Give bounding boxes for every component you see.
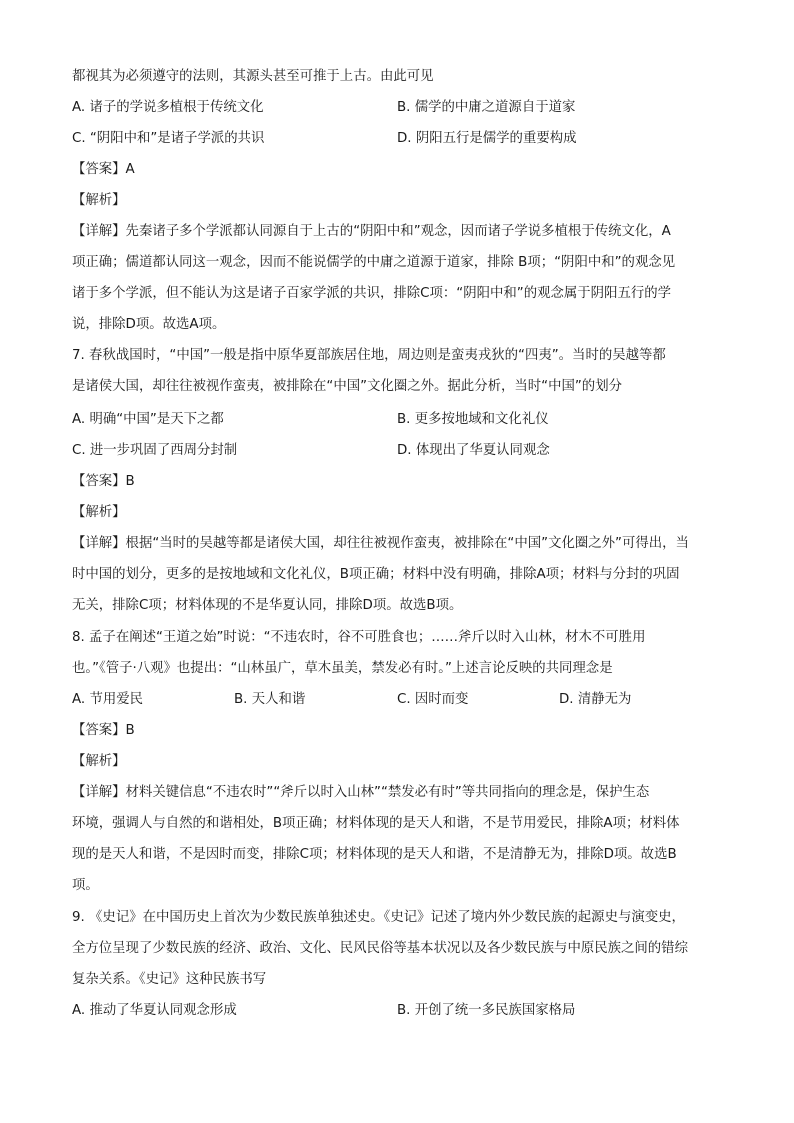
q9-option-a: A. 推动了华夏认同观念形成 bbox=[72, 1003, 237, 1018]
q6-detail-line: 项正确；儒道都认同这一观念，因而不能说儒学的中庸之道源于道家，排除 B项；“阴阳中和”的观念见 bbox=[72, 255, 676, 270]
q8-option-d: D. 清静无为 bbox=[559, 692, 632, 707]
q6-option-c: C. “阴阳中和”是诸子学派的共识 bbox=[72, 131, 265, 146]
q8-stem-line: 也。”《管子·八观》也提出：“山林虽广，草木虽美，禁发必有时。”上述言论反映的共同理念是 bbox=[72, 661, 613, 676]
q7-stem-line: 7. 春秋战国时，“中国”一般是指中原华夏部族居住地，周边则是蛮夷戎狄的“四夷”。当时的吴越等都 bbox=[72, 348, 666, 363]
q6-stem-tail: 都视其为必须遵守的法则，其源头甚至可推于上古。由此可见 bbox=[72, 69, 434, 84]
q8-stem-line: 8. 孟子在阐述“王道之始”时说：“不违农时，谷不可胜食也；……斧斤以时入山林，材木不可胜用 bbox=[72, 630, 646, 645]
q7-detail-line: 【详解】根据“当时的吴越等都是诸侯大国，却往往被视作蛮夷，被排除在“中国”文化圈之外”可得出，当 bbox=[72, 536, 689, 551]
q9-stem-line: 复杂关系。《史记》这种民族书写 bbox=[72, 972, 267, 987]
q8-detail-line: 【详解】材料关键信息“不违农时”“斧斤以时入山林”“禁发必有时”等共同指向的理念是，保护生态 bbox=[72, 785, 650, 800]
q7-detail-line: 无关，排除C项；材料体现的不是华夏认同，排除D项。故选B项。 bbox=[72, 598, 463, 613]
q8-option-b: B. 天人和谐 bbox=[234, 692, 306, 707]
q6-detail-line: 【详解】先秦诸子多个学派都认同源自于上古的“阴阳中和”观念，因而诸子学说多植根于传统文化，A bbox=[72, 224, 671, 239]
q7-analysis-label: 【解析】 bbox=[72, 505, 126, 520]
q6-option-d: D. 阴阳五行是儒学的重要构成 bbox=[397, 131, 577, 146]
q6-detail-line: 说，排除D项。故选A项。 bbox=[72, 317, 226, 332]
q8-analysis-label: 【解析】 bbox=[72, 754, 126, 769]
q7-option-d: D. 体现出了华夏认同观念 bbox=[397, 443, 550, 458]
q7-option-c: C. 进一步巩固了西周分封制 bbox=[72, 443, 238, 458]
q7-detail-line: 时中国的划分，更多的是按地域和文化礼仪，B项正确；材料中没有明确，排除A项；材料与分封的巩固 bbox=[72, 567, 680, 582]
q9-stem-line: 9. 《史记》在中国历史上首次为少数民族单独述史。《史记》记述了境内外少数民族的起源史与演变史， bbox=[72, 910, 685, 925]
q6-analysis-label: 【解析】 bbox=[72, 193, 126, 208]
q7-answer: 【答案】B bbox=[72, 474, 135, 489]
q6-option-a: A. 诸子的学说多植根于传统文化 bbox=[72, 100, 264, 115]
q6-answer: 【答案】A bbox=[72, 162, 135, 177]
q7-stem-line: 是诸侯大国，却往往被视作蛮夷，被排除在“中国”文化圈之外。据此分析，当时“中国”的划分 bbox=[72, 379, 622, 394]
q8-detail-line: 项。 bbox=[72, 878, 99, 893]
q9-stem-line: 全方位呈现了少数民族的经济、政治、文化、民风民俗等基本状况以及各少数民族与中原民族之间的错综 bbox=[72, 941, 688, 956]
q8-option-a: A. 节用爱民 bbox=[72, 692, 143, 707]
q9-option-b: B. 开创了统一多民族国家格局 bbox=[397, 1003, 576, 1018]
q8-detail-line: 环境，强调人与自然的和谐相处，B项正确；材料体现的是天人和谐，不是节用爱民，排除A项；材料体 bbox=[72, 816, 680, 831]
q8-answer: 【答案】B bbox=[72, 723, 135, 738]
q8-option-c: C. 因时而变 bbox=[397, 692, 469, 707]
q6-option-b: B. 儒学的中庸之道源自于道家 bbox=[397, 100, 576, 115]
q7-option-b: B. 更多按地域和文化礼仪 bbox=[397, 412, 549, 427]
q7-option-a: A. 明确“中国”是天下之都 bbox=[72, 412, 224, 427]
q8-detail-line: 现的是天人和谐，不是因时而变，排除C项；材料体现的是天人和谐，不是清静无为，排除D项。故选B bbox=[72, 847, 677, 862]
q6-detail-line: 诸于多个学派，但不能认为这是诸子百家学派的共识，排除C项：“阴阳中和”的观念属于阴阳五行的学 bbox=[72, 286, 672, 301]
